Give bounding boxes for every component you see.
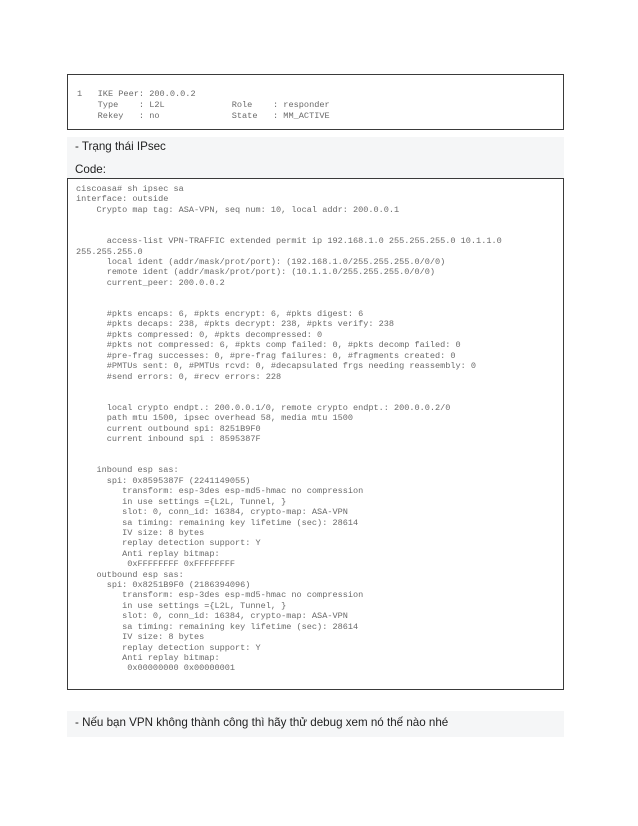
ipsec-sa-code-block (67, 178, 564, 690)
ipsec-sa-output: ciscoasa# sh ipsec sa interface: outside Crypto map tag: ASA-VPN, seq num: 10, local addr: 200.0.0.1 access-list VPN-TRAFFIC extended permit ip 192.168.1.0 255.255.255.0 10.1.1.0 255.255.255.0 local ident (addr/mask/prot/port): (192.168.1.0/255.255.255.0/0/0) remote ident (addr/mask/prot/port): (10.1.1.0/255.255.255.0/0/0) current_peer: 200.0.0.2 #pkts encaps: 6, #pkts encrypt: 6, #pkts digest: 6 #pkts decaps: 238, #pkts decrypt: 238, #pkts verify: 238 #pkts compressed: 0, #pkts decompressed: 0 #pkts not compressed: 6, #pkts comp failed: 0, #pkts decomp failed: 0 #pre-frag successes: 0, #pre-frag failures: 0, #fragments created: 0 #PMTUs sent: 0, #PMTUs rcvd: 0, #decapsulated frgs needing reassembly: 0 #send errors: 0, #recv errors: 228 local crypto endpt.: 200.0.0.1/0, remote crypto endpt.: 200.0.0.2/0 path mtu 1500, ipsec overhead 58, media mtu 1500 current outbound spi: 8251B9F0 current inbound spi : 8595387F inbound esp sas: spi: 0x8595387F (2241149055) transform: esp-3des esp-md5-hmac no compression in use settings ={L2L, Tunnel, } slot: 0, conn_id: 16384, crypto-map: ASA-VPN sa timing: remaining key lifetime (sec): 28614 IV size: 8 bytes replay detection support: Y Anti replay bitmap: 0xFFFFFFFF 0xFFFFFFFF outbound esp sas: spi: 0x8251B9F0 (2186394096) transform: esp-3des esp-md5-hmac no compression in use settings ={L2L, Tunnel, } slot: 0, conn_id: 16384, crypto-map: ASA-VPN sa timing: remaining key lifetime (sec): 28614 IV size: 8 bytes replay detection support: Y Anti replay bitmap: 0x00000000 0x00000001 (76, 184, 502, 674)
ipsec-status-heading: - Trạng thái IPsec (75, 140, 166, 153)
ike-type-role-line: Type : L2L Role : responder (77, 100, 330, 110)
code-label: Code: (75, 163, 106, 176)
ike-peer-line: 1 IKE Peer: 200.0.0.2 (77, 89, 196, 99)
ike-rekey-state-line: Rekey : no State : MM_ACTIVE (77, 111, 330, 121)
ike-sa-code-block (67, 74, 564, 130)
code-label-bar (67, 157, 564, 178)
debug-hint-heading: - Nếu bạn VPN không thành công thì hãy thử debug xem nó thế nào nhé (75, 716, 449, 729)
